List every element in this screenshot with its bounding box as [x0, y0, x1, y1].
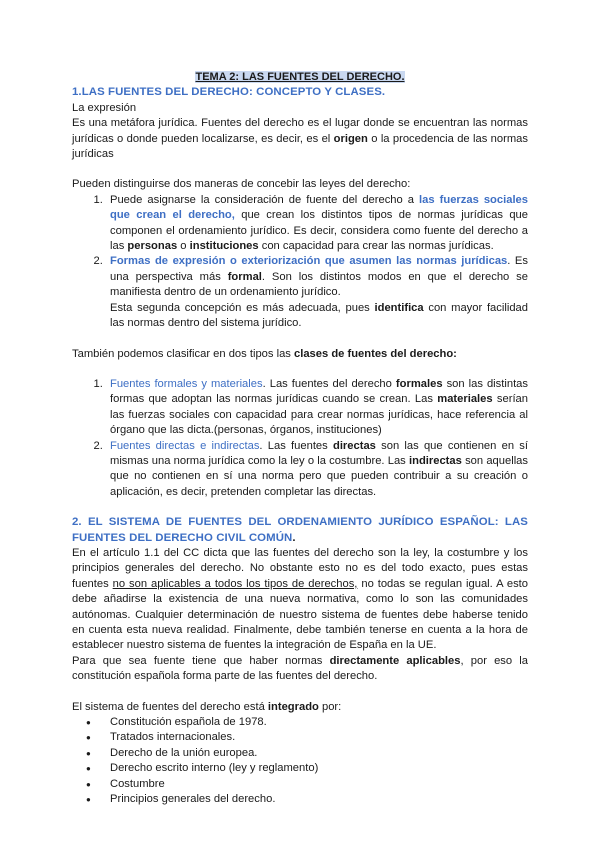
section2-paragraph3: El sistema de fuentes del derecho está integrado por: — [72, 700, 342, 713]
section1-subheading: La expresión — [72, 101, 137, 114]
list-item: ● Tratados internacionales. — [106, 730, 528, 745]
section2-paragraph1: En el artículo 1.1 del CC dicta que las fuentes del derecho son la ley, la costumbre y los principios generales del derecho. No obstante esto no es del todo exacto, pues estas fuentes no son aplicables a todos los tipos de derechos, no todas se regulan igual. A esto debe añadirse la existencia de una nueva normativa, como lo son las comunidades autónomas. Cualquier determinación de nuestro sistema de fuentes debe haberse tenido en cuenta esta nueva realidad. Finalmente, debe también tenerse en cuenta a la hora de establecer nuestro sistema de fuentes la integración de España en la UE. — [72, 546, 529, 652]
list-item: 1. Puede asignarse la consideración de fuente del derecho a las fuerzas sociales que crean el derecho, que crean los distintos tipos de normas jurídicas que componen el ordenamiento jurídico. Es decir, considera como fuente del derecho a las personas o instituciones con capacidad para crear las normas jurídicas. — [106, 193, 528, 255]
section1-paragraph2: Pueden distinguirse dos maneras de concebir las leyes del derecho: — [72, 178, 411, 191]
list-item: ● Costumbre — [106, 777, 528, 792]
section2-paragraph2: Para que sea fuente tiene que haber normas directamente aplicables, por eso la constitución española forma parte de las fuentes del derecho. — [72, 654, 528, 683]
document-title: TEMA 2: LAS FUENTES DEL DERECHO. — [195, 71, 405, 83]
concept-list — [72, 193, 528, 332]
list-item: 2. Formas de expresión o exteriorización que asumen las normas jurídicas. Es una perspectiva más formal. Son los distintos modos en que el derecho se manifiesta dentro de un ordenamiento jurídico. Esta segunda concepción es más adecuada, pues identifica con mayor facilidad las normas dentro del sistema jurídico. — [106, 254, 528, 331]
sources-bullet-list — [72, 715, 528, 807]
section1-paragraph3: También podemos clasificar en dos tipos las clases de fuentes del derecho: — [72, 347, 457, 360]
section1-heading: 1.LAS FUENTES DEL DERECHO: CONCEPTO Y CLASES. — [72, 86, 386, 99]
section2-heading: 2. EL SISTEMA DE FUENTES DEL ORDENAMIENTO JURÍDICO ESPAÑOL: LAS FUENTES DEL DERECHO CIVIL COMÚN. — [72, 516, 528, 544]
document-page — [72, 70, 528, 807]
list-item: 1. Fuentes formales y materiales. Las fuentes del derecho formales son las distintas formas que adoptan las normas jurídicas cuando se crean. Las materiales serían las fuerzas sociales con capacidad para crear normas jurídicas, hace referencia al órgano que las dicta.(personas, órganos, instituciones) — [106, 377, 528, 439]
list-item: ● Derecho escrito interno (ley y reglamento) — [106, 761, 528, 776]
list-item: ● Derecho de la unión europea. — [106, 746, 528, 761]
list-item: 2. Fuentes directas e indirectas. Las fuentes directas son las que contienen en sí mismas una norma jurídica como la ley o la costumbre. Las indirectas son aquellas que no contienen en sí una norma pero que pueden contribuir a su creación o aplicación, es decir, pretenden completar las directas. — [106, 439, 528, 501]
classes-list — [72, 377, 528, 500]
list-item: ● Principios generales del derecho. — [106, 792, 528, 807]
list-item: ● Constitución española de 1978. — [106, 715, 528, 730]
section1-paragraph1: Es una metáfora jurídica. Fuentes del derecho es el lugar donde se encuentran las normas jurídicas o donde pueden localizarse, es decir, es el origen o la procedencia de las normas jurídicas — [72, 117, 528, 161]
